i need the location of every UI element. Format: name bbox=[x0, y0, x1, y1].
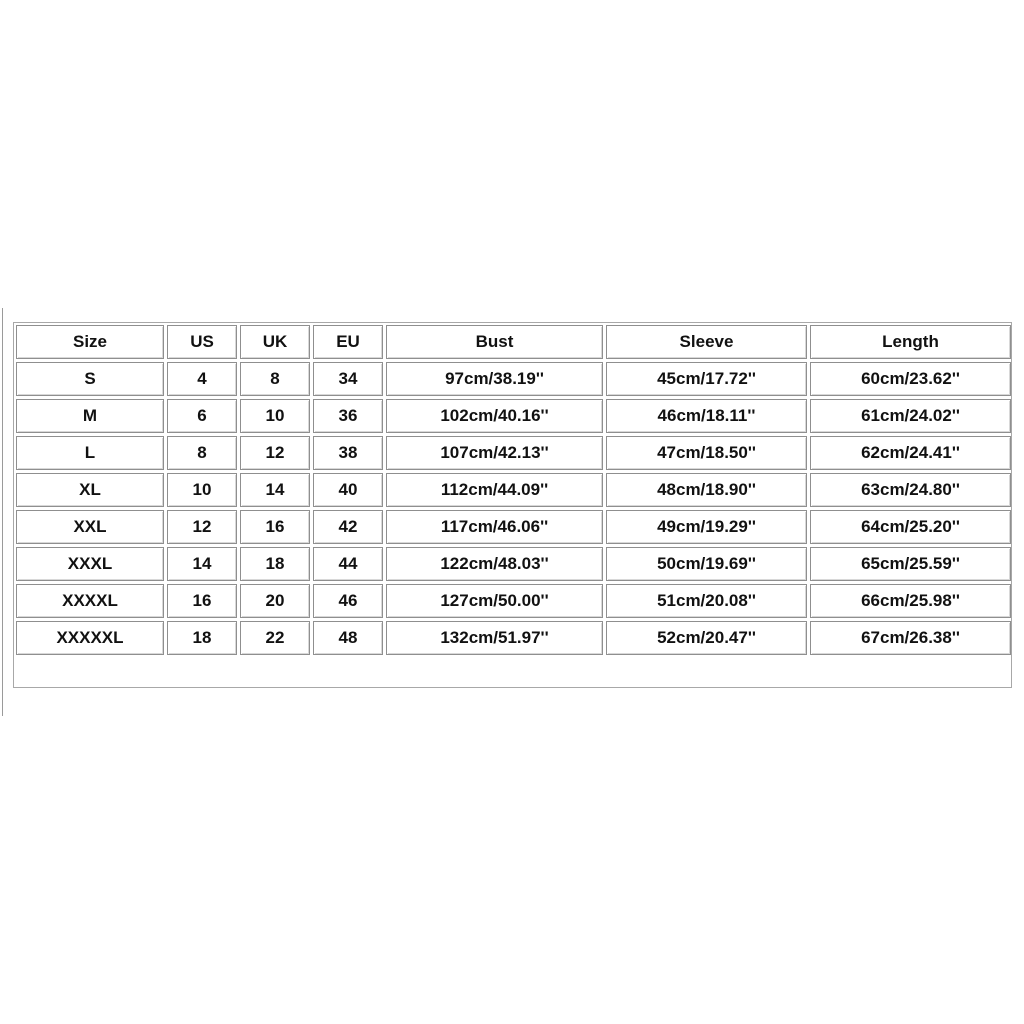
cell-uk: 14 bbox=[240, 473, 310, 507]
cell-uk: 10 bbox=[240, 399, 310, 433]
cell-us: 4 bbox=[167, 362, 237, 396]
table-row bbox=[16, 362, 1011, 396]
cell-length: 61cm/24.02'' bbox=[810, 399, 1011, 433]
cell-bust: 132cm/51.97'' bbox=[386, 621, 603, 655]
cell-eu: 44 bbox=[313, 547, 383, 581]
cell-length: 67cm/26.38'' bbox=[810, 621, 1011, 655]
cell-length: 65cm/25.59'' bbox=[810, 547, 1011, 581]
header-cell-size: Size bbox=[16, 325, 164, 359]
cell-bust: 107cm/42.13'' bbox=[386, 436, 603, 470]
cell-sleeve: 48cm/18.90'' bbox=[606, 473, 807, 507]
cell-uk: 16 bbox=[240, 510, 310, 544]
cell-length: 63cm/24.80'' bbox=[810, 473, 1011, 507]
cell-bust: 127cm/50.00'' bbox=[386, 584, 603, 618]
cell-size: M bbox=[16, 399, 164, 433]
cell-sleeve: 45cm/17.72'' bbox=[606, 362, 807, 396]
cell-size: XXXL bbox=[16, 547, 164, 581]
cell-size: XXXXXL bbox=[16, 621, 164, 655]
cell-eu: 34 bbox=[313, 362, 383, 396]
size-chart-table bbox=[13, 322, 1014, 658]
table-row bbox=[16, 473, 1011, 507]
cell-uk: 20 bbox=[240, 584, 310, 618]
cell-length: 60cm/23.62'' bbox=[810, 362, 1011, 396]
cell-sleeve: 52cm/20.47'' bbox=[606, 621, 807, 655]
header-cell-uk: UK bbox=[240, 325, 310, 359]
cell-eu: 46 bbox=[313, 584, 383, 618]
cell-us: 16 bbox=[167, 584, 237, 618]
table-row bbox=[16, 436, 1011, 470]
cell-eu: 36 bbox=[313, 399, 383, 433]
cell-size: L bbox=[16, 436, 164, 470]
cell-sleeve: 51cm/20.08'' bbox=[606, 584, 807, 618]
cell-sleeve: 50cm/19.69'' bbox=[606, 547, 807, 581]
cell-us: 6 bbox=[167, 399, 237, 433]
cell-uk: 12 bbox=[240, 436, 310, 470]
cell-size: XXL bbox=[16, 510, 164, 544]
cell-bust: 102cm/40.16'' bbox=[386, 399, 603, 433]
header-cell-us: US bbox=[167, 325, 237, 359]
table-row bbox=[16, 584, 1011, 618]
cell-us: 14 bbox=[167, 547, 237, 581]
cell-size: S bbox=[16, 362, 164, 396]
cell-sleeve: 47cm/18.50'' bbox=[606, 436, 807, 470]
cell-bust: 117cm/46.06'' bbox=[386, 510, 603, 544]
cell-us: 10 bbox=[167, 473, 237, 507]
header-cell-length: Length bbox=[810, 325, 1011, 359]
cell-eu: 42 bbox=[313, 510, 383, 544]
table-row bbox=[16, 621, 1011, 655]
cell-us: 18 bbox=[167, 621, 237, 655]
table-row bbox=[16, 510, 1011, 544]
cell-bust: 97cm/38.19'' bbox=[386, 362, 603, 396]
cell-length: 64cm/25.20'' bbox=[810, 510, 1011, 544]
cell-uk: 18 bbox=[240, 547, 310, 581]
cell-sleeve: 46cm/18.11'' bbox=[606, 399, 807, 433]
cell-eu: 40 bbox=[313, 473, 383, 507]
cell-length: 66cm/25.98'' bbox=[810, 584, 1011, 618]
header-row bbox=[16, 325, 1011, 359]
cell-bust: 112cm/44.09'' bbox=[386, 473, 603, 507]
cell-size: XL bbox=[16, 473, 164, 507]
left-divider-line bbox=[2, 308, 3, 716]
cell-uk: 8 bbox=[240, 362, 310, 396]
cell-bust: 122cm/48.03'' bbox=[386, 547, 603, 581]
cell-uk: 22 bbox=[240, 621, 310, 655]
header-cell-eu: EU bbox=[313, 325, 383, 359]
header-cell-bust: Bust bbox=[386, 325, 603, 359]
cell-us: 8 bbox=[167, 436, 237, 470]
cell-length: 62cm/24.41'' bbox=[810, 436, 1011, 470]
cell-eu: 38 bbox=[313, 436, 383, 470]
cell-size: XXXXL bbox=[16, 584, 164, 618]
table-row bbox=[16, 399, 1011, 433]
cell-sleeve: 49cm/19.29'' bbox=[606, 510, 807, 544]
cell-us: 12 bbox=[167, 510, 237, 544]
header-cell-sleeve: Sleeve bbox=[606, 325, 807, 359]
cell-eu: 48 bbox=[313, 621, 383, 655]
table-row bbox=[16, 547, 1011, 581]
